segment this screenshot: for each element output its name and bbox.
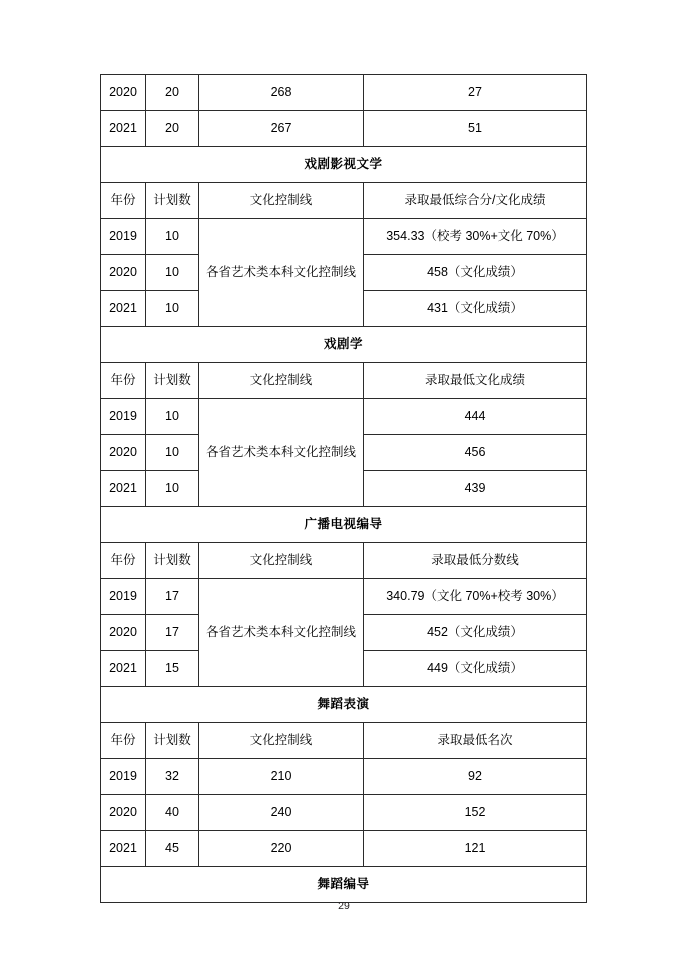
cell-year: 2021 bbox=[101, 831, 146, 867]
section-title-row bbox=[101, 507, 587, 543]
cell-plan: 40 bbox=[146, 795, 199, 831]
score-table-container bbox=[100, 74, 586, 903]
column-header-0: 年份 bbox=[101, 363, 146, 399]
column-header-1: 计划数 bbox=[146, 183, 199, 219]
table-row bbox=[101, 219, 587, 255]
cell-plan: 10 bbox=[146, 435, 199, 471]
cell-score: 340.79（文化 70%+校考 30%） bbox=[364, 579, 587, 615]
section-title: 舞蹈表演 bbox=[101, 687, 587, 723]
column-header-0: 年份 bbox=[101, 183, 146, 219]
column-header-3: 录取最低文化成绩 bbox=[364, 363, 587, 399]
cell-plan: 45 bbox=[146, 831, 199, 867]
cell-culture-line: 220 bbox=[199, 831, 364, 867]
cell-culture-line-merged: 各省艺术类本科文化控制线 bbox=[199, 399, 364, 507]
section-title: 戏剧学 bbox=[101, 327, 587, 363]
column-header-2: 文化控制线 bbox=[199, 183, 364, 219]
cell-culture-line: 268 bbox=[199, 75, 364, 111]
cell-year: 2021 bbox=[101, 651, 146, 687]
admission-score-table bbox=[100, 74, 587, 903]
cell-plan: 10 bbox=[146, 471, 199, 507]
column-header-3: 录取最低综合分/文化成绩 bbox=[364, 183, 587, 219]
table-row bbox=[101, 399, 587, 435]
cell-year: 2020 bbox=[101, 255, 146, 291]
column-header-row bbox=[101, 183, 587, 219]
cell-year: 2020 bbox=[101, 75, 146, 111]
cell-culture-line: 210 bbox=[199, 759, 364, 795]
cell-score: 452（文化成绩） bbox=[364, 615, 587, 651]
column-header-2: 文化控制线 bbox=[199, 363, 364, 399]
cell-score: 354.33（校考 30%+文化 70%） bbox=[364, 219, 587, 255]
cell-year: 2020 bbox=[101, 615, 146, 651]
column-header-1: 计划数 bbox=[146, 363, 199, 399]
table-row bbox=[101, 579, 587, 615]
cell-culture-line-merged: 各省艺术类本科文化控制线 bbox=[199, 219, 364, 327]
section-title: 舞蹈编导 bbox=[101, 867, 587, 903]
cell-score: 449（文化成绩） bbox=[364, 651, 587, 687]
section-title-row bbox=[101, 327, 587, 363]
section-title-row bbox=[101, 867, 587, 903]
section-title-row bbox=[101, 147, 587, 183]
cell-score: 51 bbox=[364, 111, 587, 147]
cell-year: 2020 bbox=[101, 795, 146, 831]
table-row-continued bbox=[101, 75, 587, 111]
cell-plan: 17 bbox=[146, 615, 199, 651]
cell-plan: 32 bbox=[146, 759, 199, 795]
table-body bbox=[101, 75, 587, 903]
table-row bbox=[101, 795, 587, 831]
cell-score: 456 bbox=[364, 435, 587, 471]
column-header-3: 录取最低分数线 bbox=[364, 543, 587, 579]
section-title: 戏剧影视文学 bbox=[101, 147, 587, 183]
column-header-2: 文化控制线 bbox=[199, 543, 364, 579]
cell-year: 2021 bbox=[101, 111, 146, 147]
column-header-1: 计划数 bbox=[146, 723, 199, 759]
table-row bbox=[101, 831, 587, 867]
column-header-row bbox=[101, 543, 587, 579]
cell-plan: 10 bbox=[146, 255, 199, 291]
cell-culture-line: 267 bbox=[199, 111, 364, 147]
cell-score: 92 bbox=[364, 759, 587, 795]
table-row bbox=[101, 759, 587, 795]
column-header-0: 年份 bbox=[101, 543, 146, 579]
cell-plan: 20 bbox=[146, 75, 199, 111]
column-header-row bbox=[101, 363, 587, 399]
cell-year: 2019 bbox=[101, 219, 146, 255]
cell-year: 2019 bbox=[101, 579, 146, 615]
column-header-1: 计划数 bbox=[146, 543, 199, 579]
cell-culture-line: 240 bbox=[199, 795, 364, 831]
cell-year: 2019 bbox=[101, 399, 146, 435]
cell-year: 2020 bbox=[101, 435, 146, 471]
cell-plan: 20 bbox=[146, 111, 199, 147]
section-title-row bbox=[101, 687, 587, 723]
cell-score: 152 bbox=[364, 795, 587, 831]
cell-score: 458（文化成绩） bbox=[364, 255, 587, 291]
page-number: 29 bbox=[338, 900, 350, 912]
cell-culture-line-merged: 各省艺术类本科文化控制线 bbox=[199, 579, 364, 687]
cell-plan: 10 bbox=[146, 291, 199, 327]
column-header-3: 录取最低名次 bbox=[364, 723, 587, 759]
cell-score: 121 bbox=[364, 831, 587, 867]
cell-score: 444 bbox=[364, 399, 587, 435]
section-title: 广播电视编导 bbox=[101, 507, 587, 543]
cell-year: 2021 bbox=[101, 291, 146, 327]
column-header-0: 年份 bbox=[101, 723, 146, 759]
cell-score: 431（文化成绩） bbox=[364, 291, 587, 327]
column-header-2: 文化控制线 bbox=[199, 723, 364, 759]
table-row-continued bbox=[101, 111, 587, 147]
column-header-row bbox=[101, 723, 587, 759]
cell-year: 2021 bbox=[101, 471, 146, 507]
cell-plan: 10 bbox=[146, 219, 199, 255]
cell-year: 2019 bbox=[101, 759, 146, 795]
cell-plan: 10 bbox=[146, 399, 199, 435]
cell-plan: 15 bbox=[146, 651, 199, 687]
cell-score: 439 bbox=[364, 471, 587, 507]
cell-score: 27 bbox=[364, 75, 587, 111]
cell-plan: 17 bbox=[146, 579, 199, 615]
